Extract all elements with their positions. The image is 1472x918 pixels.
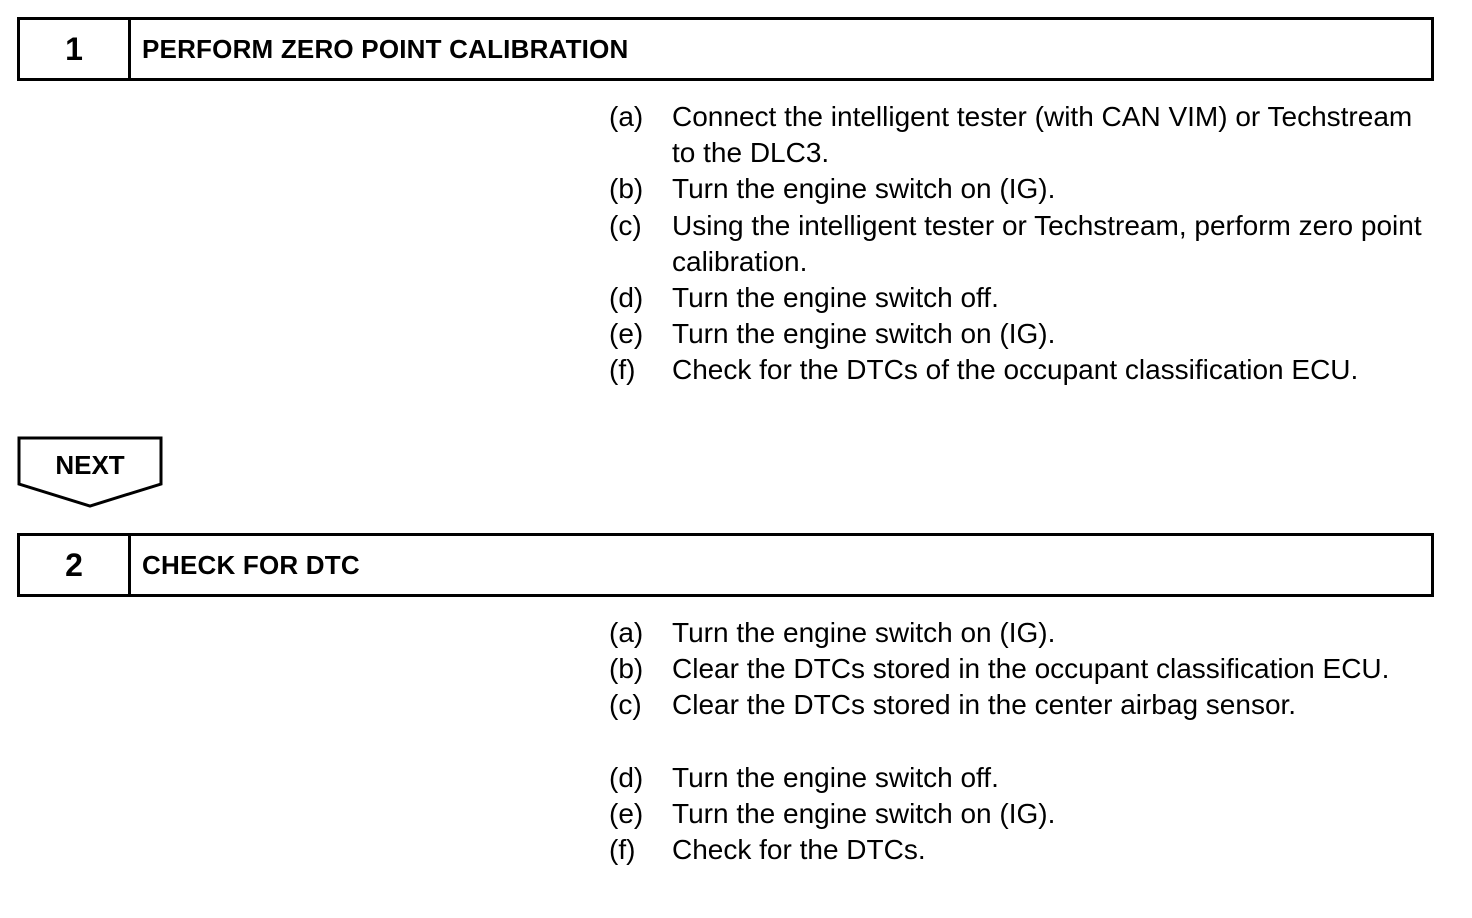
instruction-text: Using the intelligent tester or Techstream, perform zero point calibration. bbox=[672, 209, 1422, 277]
instruction-text: Connect the intelligent tester (with CAN VIM) or Techstream to the DLC3. bbox=[672, 101, 1413, 169]
instruction-label: (a) bbox=[609, 101, 644, 132]
instruction-text: Turn the engine switch on (IG). bbox=[672, 617, 1056, 648]
instruction-label: (d) bbox=[609, 761, 644, 793]
instruction-label: (b) bbox=[609, 653, 644, 685]
instruction-item bbox=[609, 796, 1439, 832]
instruction-text: Turn the engine switch off. bbox=[672, 761, 999, 793]
instruction-item bbox=[609, 171, 1439, 207]
instruction-label: (a) bbox=[609, 617, 644, 648]
step-1-instructions bbox=[609, 99, 1439, 389]
step-title: CHECK FOR DTC bbox=[142, 549, 360, 580]
instruction-text: Clear the DTCs stored in the occupant classification ECU. bbox=[672, 653, 1390, 685]
next-label: NEXT bbox=[55, 450, 125, 480]
instruction-label: (f) bbox=[609, 354, 636, 386]
instruction-item bbox=[609, 208, 1439, 280]
instruction-item bbox=[609, 687, 1439, 723]
step-number: 1 bbox=[20, 20, 131, 78]
step-2-header bbox=[17, 533, 1434, 597]
instruction-label: (e) bbox=[609, 797, 644, 829]
instruction-item bbox=[609, 316, 1439, 352]
instruction-label: (c) bbox=[609, 209, 642, 241]
next-arrow bbox=[17, 436, 165, 510]
instruction-item bbox=[609, 651, 1439, 687]
instruction-item bbox=[609, 280, 1439, 316]
instruction-text: Check for the DTCs. bbox=[672, 834, 926, 866]
instruction-label: (b) bbox=[609, 173, 644, 205]
instruction-text: Turn the engine switch on (IG). bbox=[672, 797, 1056, 829]
instruction-label: (c) bbox=[609, 689, 642, 721]
spacer bbox=[609, 724, 1439, 760]
step-2-instructions bbox=[609, 615, 1439, 868]
instruction-item bbox=[609, 615, 1439, 651]
step-title: PERFORM ZERO POINT CALIBRATION bbox=[142, 33, 629, 64]
instruction-text: Turn the engine switch on (IG). bbox=[672, 173, 1056, 205]
instruction-item bbox=[609, 760, 1439, 796]
step-number: 2 bbox=[20, 536, 131, 594]
instruction-text: Turn the engine switch on (IG). bbox=[672, 318, 1056, 350]
instruction-label: (f) bbox=[609, 834, 636, 866]
step-1-header bbox=[17, 17, 1434, 81]
instruction-item bbox=[609, 352, 1439, 388]
instruction-item bbox=[609, 832, 1439, 868]
instruction-text: Check for the DTCs of the occupant classification ECU. bbox=[672, 354, 1359, 386]
instruction-label: (e) bbox=[609, 318, 644, 350]
instruction-text: Turn the engine switch off. bbox=[672, 282, 999, 314]
instruction-text: Clear the DTCs stored in the center airbag sensor. bbox=[672, 689, 1297, 721]
instruction-label: (d) bbox=[609, 282, 644, 314]
instruction-item bbox=[609, 99, 1439, 171]
